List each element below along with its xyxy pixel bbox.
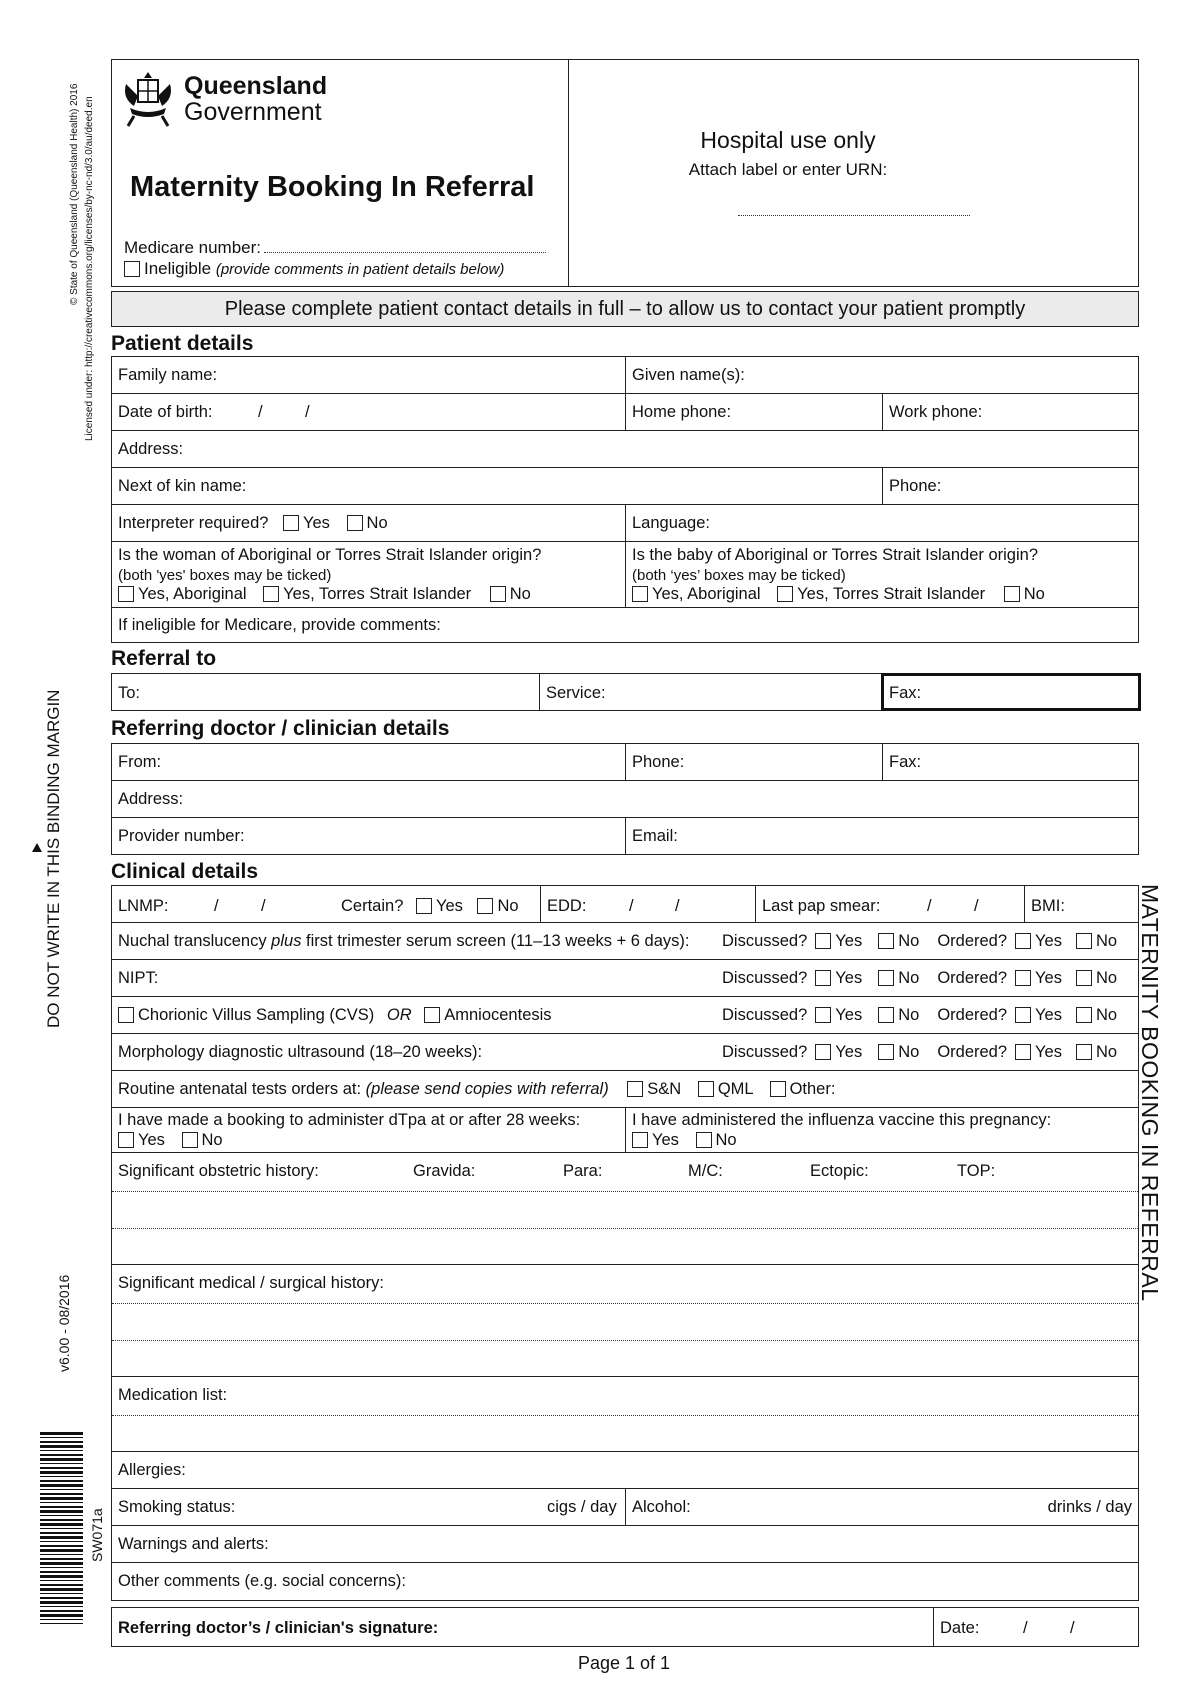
row-kin — [112, 468, 1138, 505]
woman-no-checkbox[interactable] — [490, 586, 506, 602]
row-address — [112, 431, 1138, 468]
ineligible-note: (provide comments in patient details below) — [215, 261, 505, 278]
nipt-discussed-yes-checkbox[interactable] — [815, 970, 831, 986]
cvs-amnio-options: Chorionic Villus Sampling (CVS) OR Amniocentesis — [118, 1006, 552, 1025]
referral-service-field[interactable]: Service: — [546, 684, 606, 702]
dtpa-question: I have made a booking to administer dTpa at or after 28 weeks: — [118, 1111, 581, 1129]
lnmp-slash-2: / — [261, 897, 266, 915]
morph-ordered-yes-checkbox[interactable] — [1015, 1044, 1031, 1060]
date-slash-1: / — [1023, 1619, 1028, 1637]
pap-slash-1: / — [927, 897, 932, 915]
lnmp-field[interactable]: LNMP: — [118, 897, 169, 915]
medicare-label: Medicare number: — [124, 238, 262, 257]
cvs-ordered-yes-checkbox[interactable] — [1015, 1007, 1031, 1023]
doctor-fax-field[interactable]: Fax: — [889, 753, 922, 771]
morph-ordered-no-checkbox[interactable] — [1076, 1044, 1092, 1060]
smoking-status-field[interactable]: Smoking status: — [118, 1498, 236, 1516]
dtpa-yes-checkbox[interactable] — [118, 1132, 134, 1148]
page-number: Page 1 of 1 — [577, 1653, 671, 1673]
medical-history-field[interactable]: Significant medical / surgical history: — [118, 1274, 384, 1292]
nuchal-discussed-ordered: Discussed? Yes No Ordered? Yes No — [722, 932, 1118, 950]
ectopic-label: Ectopic: — [810, 1162, 869, 1180]
referral-to-field[interactable]: To: — [118, 684, 141, 702]
header-divider — [568, 60, 569, 286]
drinks-per-day-label: drinks / day — [1047, 1498, 1132, 1516]
gravida-label: Gravida: — [413, 1162, 476, 1180]
nuchal-ordered-yes-checkbox[interactable] — [1015, 933, 1031, 949]
clinical-heading: Clinical details — [111, 860, 259, 883]
referral-fax-field: Fax: — [889, 684, 922, 702]
contact-banner — [111, 291, 1139, 327]
routine-tests-row: Routine antenatal tests orders at: (please send copies with referral) S&N QML Other: — [118, 1080, 836, 1098]
header-box — [111, 59, 1139, 287]
license-text-2: Licensed under: http://creativecommons.org/licenses/by-nc-nd/3.0/au/deed.en — [84, 96, 95, 441]
cvs-discussed-yes-checkbox[interactable] — [815, 1007, 831, 1023]
cigs-per-day-label: cigs / day — [547, 1498, 617, 1516]
cvs-discussed-no-checkbox[interactable] — [878, 1007, 894, 1023]
binding-margin-text: DO NOT WRITE IN THIS BINDING MARGIN — [44, 689, 63, 1028]
ineligible-checkbox[interactable] — [124, 261, 140, 277]
medication-list-field[interactable]: Medication list: — [118, 1386, 228, 1404]
clinical-table — [111, 885, 1139, 1601]
cvs-checkbox[interactable] — [118, 1007, 134, 1023]
woman-origin-note: (both 'yes' boxes may be ticked) — [118, 567, 332, 584]
provider-number-field[interactable]: Provider number: — [118, 827, 245, 845]
morph-discussed-no-checkbox[interactable] — [878, 1044, 894, 1060]
other-comments-field[interactable]: Other comments (e.g. social concerns): — [118, 1572, 406, 1590]
pap-slash-2: / — [974, 897, 979, 915]
ineligible-label: Ineligible — [144, 259, 212, 278]
nuchal-ordered-no-checkbox[interactable] — [1076, 933, 1092, 949]
nuchal-label: Nuchal translucency plus first trimester serum screen (11–13 weeks + 6 days): — [118, 932, 690, 950]
obstetric-line-1[interactable] — [112, 1191, 1138, 1192]
signature-date-field[interactable]: Date: — [940, 1619, 980, 1637]
row-dob-phone — [112, 394, 1138, 431]
baby-origin-options: Yes, Aboriginal Yes, Torres Strait Islander No — [632, 585, 1045, 604]
form-code: SW071a — [89, 1508, 105, 1562]
patient-details-heading: Patient details — [111, 332, 254, 355]
dob-slash-2: / — [305, 403, 310, 421]
nipt-ordered-no-checkbox[interactable] — [1076, 970, 1092, 986]
row-name — [112, 357, 1138, 394]
given-names-field[interactable]: Given name(s): — [632, 366, 745, 384]
kin-name-field[interactable]: Next of kin name: — [118, 477, 247, 495]
home-phone-field[interactable]: Home phone: — [632, 403, 732, 421]
other-lab-checkbox[interactable] — [770, 1081, 786, 1097]
doctor-from-field[interactable]: From: — [118, 753, 162, 771]
flu-question: I have administered the influenza vaccine this pregnancy: — [632, 1111, 1052, 1129]
certain-yes-checkbox[interactable] — [416, 898, 432, 914]
edd-slash-1: / — [629, 897, 634, 915]
org-name-line2: Government — [184, 98, 322, 126]
bmi-field[interactable]: BMI: — [1031, 897, 1065, 915]
work-phone-field[interactable]: Work phone: — [889, 403, 983, 421]
pap-smear-field[interactable]: Last pap smear: — [762, 897, 881, 915]
alcohol-field[interactable]: Alcohol: — [632, 1498, 691, 1516]
side-title: MATERNITY BOOKING IN REFERRAL — [1137, 884, 1163, 1302]
woman-origin-question: Is the woman of Aboriginal or Torres Strait Islander origin? — [118, 546, 542, 564]
nipt-label: NIPT: — [118, 969, 159, 987]
kin-phone-field[interactable]: Phone: — [889, 477, 942, 495]
certain-no-checkbox[interactable] — [477, 898, 493, 914]
banner-text: Please complete patient contact details in full – to allow us to contact your patient promptly — [224, 298, 1026, 320]
flu-no-checkbox[interactable] — [696, 1132, 712, 1148]
woman-origin-options: Yes, Aboriginal Yes, Torres Strait Islander No — [118, 585, 531, 604]
baby-no-checkbox[interactable] — [1004, 586, 1020, 602]
baby-origin-note: (both ‘yes’ boxes may be ticked) — [632, 567, 846, 584]
referral-table — [111, 673, 1139, 711]
morphology-label: Morphology diagnostic ultrasound (18–20 weeks): — [118, 1043, 483, 1061]
medical-line-1[interactable] — [112, 1303, 1138, 1304]
interpreter-no-checkbox[interactable] — [347, 515, 363, 531]
address-field[interactable]: Address: — [118, 440, 184, 458]
amnio-checkbox[interactable] — [424, 1007, 440, 1023]
qml-checkbox[interactable] — [698, 1081, 714, 1097]
queensland-crest-icon — [120, 68, 176, 130]
binding-arrow-icon — [32, 843, 42, 852]
nipt-ordered-yes-checkbox[interactable] — [1015, 970, 1031, 986]
woman-yes-tsi-checkbox[interactable] — [263, 586, 279, 602]
signature-table — [111, 1607, 1139, 1647]
nuchal-discussed-no-checkbox[interactable] — [878, 933, 894, 949]
baby-origin-question: Is the baby of Aboriginal or Torres Strait Islander origin? — [632, 546, 1038, 564]
referral-heading: Referral to — [111, 647, 217, 670]
interpreter-yes-checkbox[interactable] — [283, 515, 299, 531]
morph-discussed-ordered: Discussed? Yes No Ordered? Yes No — [722, 1043, 1118, 1061]
attach-label: Attach label or enter URN: — [688, 160, 888, 179]
nipt-discussed-ordered: Discussed? Yes No Ordered? Yes No — [722, 969, 1118, 987]
dob-slash-1: / — [258, 403, 263, 421]
edd-slash-2: / — [675, 897, 680, 915]
ineligible-row — [124, 259, 504, 279]
baby-yes-aboriginal-checkbox[interactable] — [632, 586, 648, 602]
license-text-1: © State of Queensland (Queensland Health) 2016 — [69, 83, 80, 305]
lnmp-slash-1: / — [214, 897, 219, 915]
dtpa-options: Yes No — [118, 1131, 223, 1150]
flu-options: Yes No — [632, 1131, 737, 1150]
flu-yes-checkbox[interactable] — [632, 1132, 648, 1148]
sn-checkbox[interactable] — [627, 1081, 643, 1097]
date-slash-2: / — [1070, 1619, 1075, 1637]
para-label: Para: — [563, 1162, 603, 1180]
doctor-email-field[interactable]: Email: — [632, 827, 678, 845]
edd-field[interactable]: EDD: — [547, 897, 587, 915]
woman-yes-aboriginal-checkbox[interactable] — [118, 586, 134, 602]
form-title: Maternity Booking In Referral — [130, 171, 535, 203]
warnings-field[interactable]: Warnings and alerts: — [118, 1535, 269, 1553]
nuchal-discussed-yes-checkbox[interactable] — [815, 933, 831, 949]
obstetric-line-2[interactable] — [112, 1228, 1138, 1229]
ineligible-comments-field[interactable]: If ineligible for Medicare, provide comments: — [118, 616, 441, 634]
dtpa-no-checkbox[interactable] — [182, 1132, 198, 1148]
language-field[interactable]: Language: — [632, 514, 710, 532]
nipt-discussed-no-checkbox[interactable] — [878, 970, 894, 986]
obstetric-history-field[interactable]: Significant obstetric history: — [118, 1162, 319, 1180]
doctor-table — [111, 743, 1139, 855]
mc-label: M/C: — [688, 1162, 723, 1180]
medication-line-1[interactable] — [112, 1415, 1138, 1416]
cvs-discussed-ordered: Discussed? Yes No Ordered? Yes No — [722, 1006, 1118, 1024]
row-interpreter — [112, 505, 1138, 542]
patient-details-table — [111, 356, 1139, 643]
dob-field[interactable]: Date of birth: — [118, 403, 213, 421]
doctor-phone-field[interactable]: Phone: — [632, 753, 685, 771]
interpreter-question: Interpreter required? Yes No — [118, 514, 388, 532]
cvs-ordered-no-checkbox[interactable] — [1076, 1007, 1092, 1023]
medicare-input[interactable] — [264, 252, 546, 253]
barcode-icon — [40, 1432, 83, 1624]
medical-line-2[interactable] — [112, 1340, 1138, 1341]
urn-input[interactable] — [738, 215, 970, 216]
doctor-address-field[interactable]: Address: — [118, 790, 184, 808]
allergies-field[interactable]: Allergies: — [118, 1461, 186, 1479]
hospital-use-label: Hospital use only — [700, 127, 876, 153]
doctor-heading: Referring doctor / clinician details — [111, 717, 450, 740]
top-label: TOP: — [957, 1162, 996, 1180]
morph-discussed-yes-checkbox[interactable] — [815, 1044, 831, 1060]
family-name-field[interactable]: Family name: — [118, 366, 218, 384]
version-text: v6.00 - 08/2016 — [56, 1274, 72, 1372]
row-origin — [112, 542, 1138, 608]
org-name-line1: Queensland — [184, 72, 328, 100]
signature-field[interactable]: Referring doctor’s / clinician's signature: — [118, 1619, 439, 1637]
baby-yes-tsi-checkbox[interactable] — [777, 586, 793, 602]
certain-question: Certain? Yes No — [341, 897, 519, 915]
